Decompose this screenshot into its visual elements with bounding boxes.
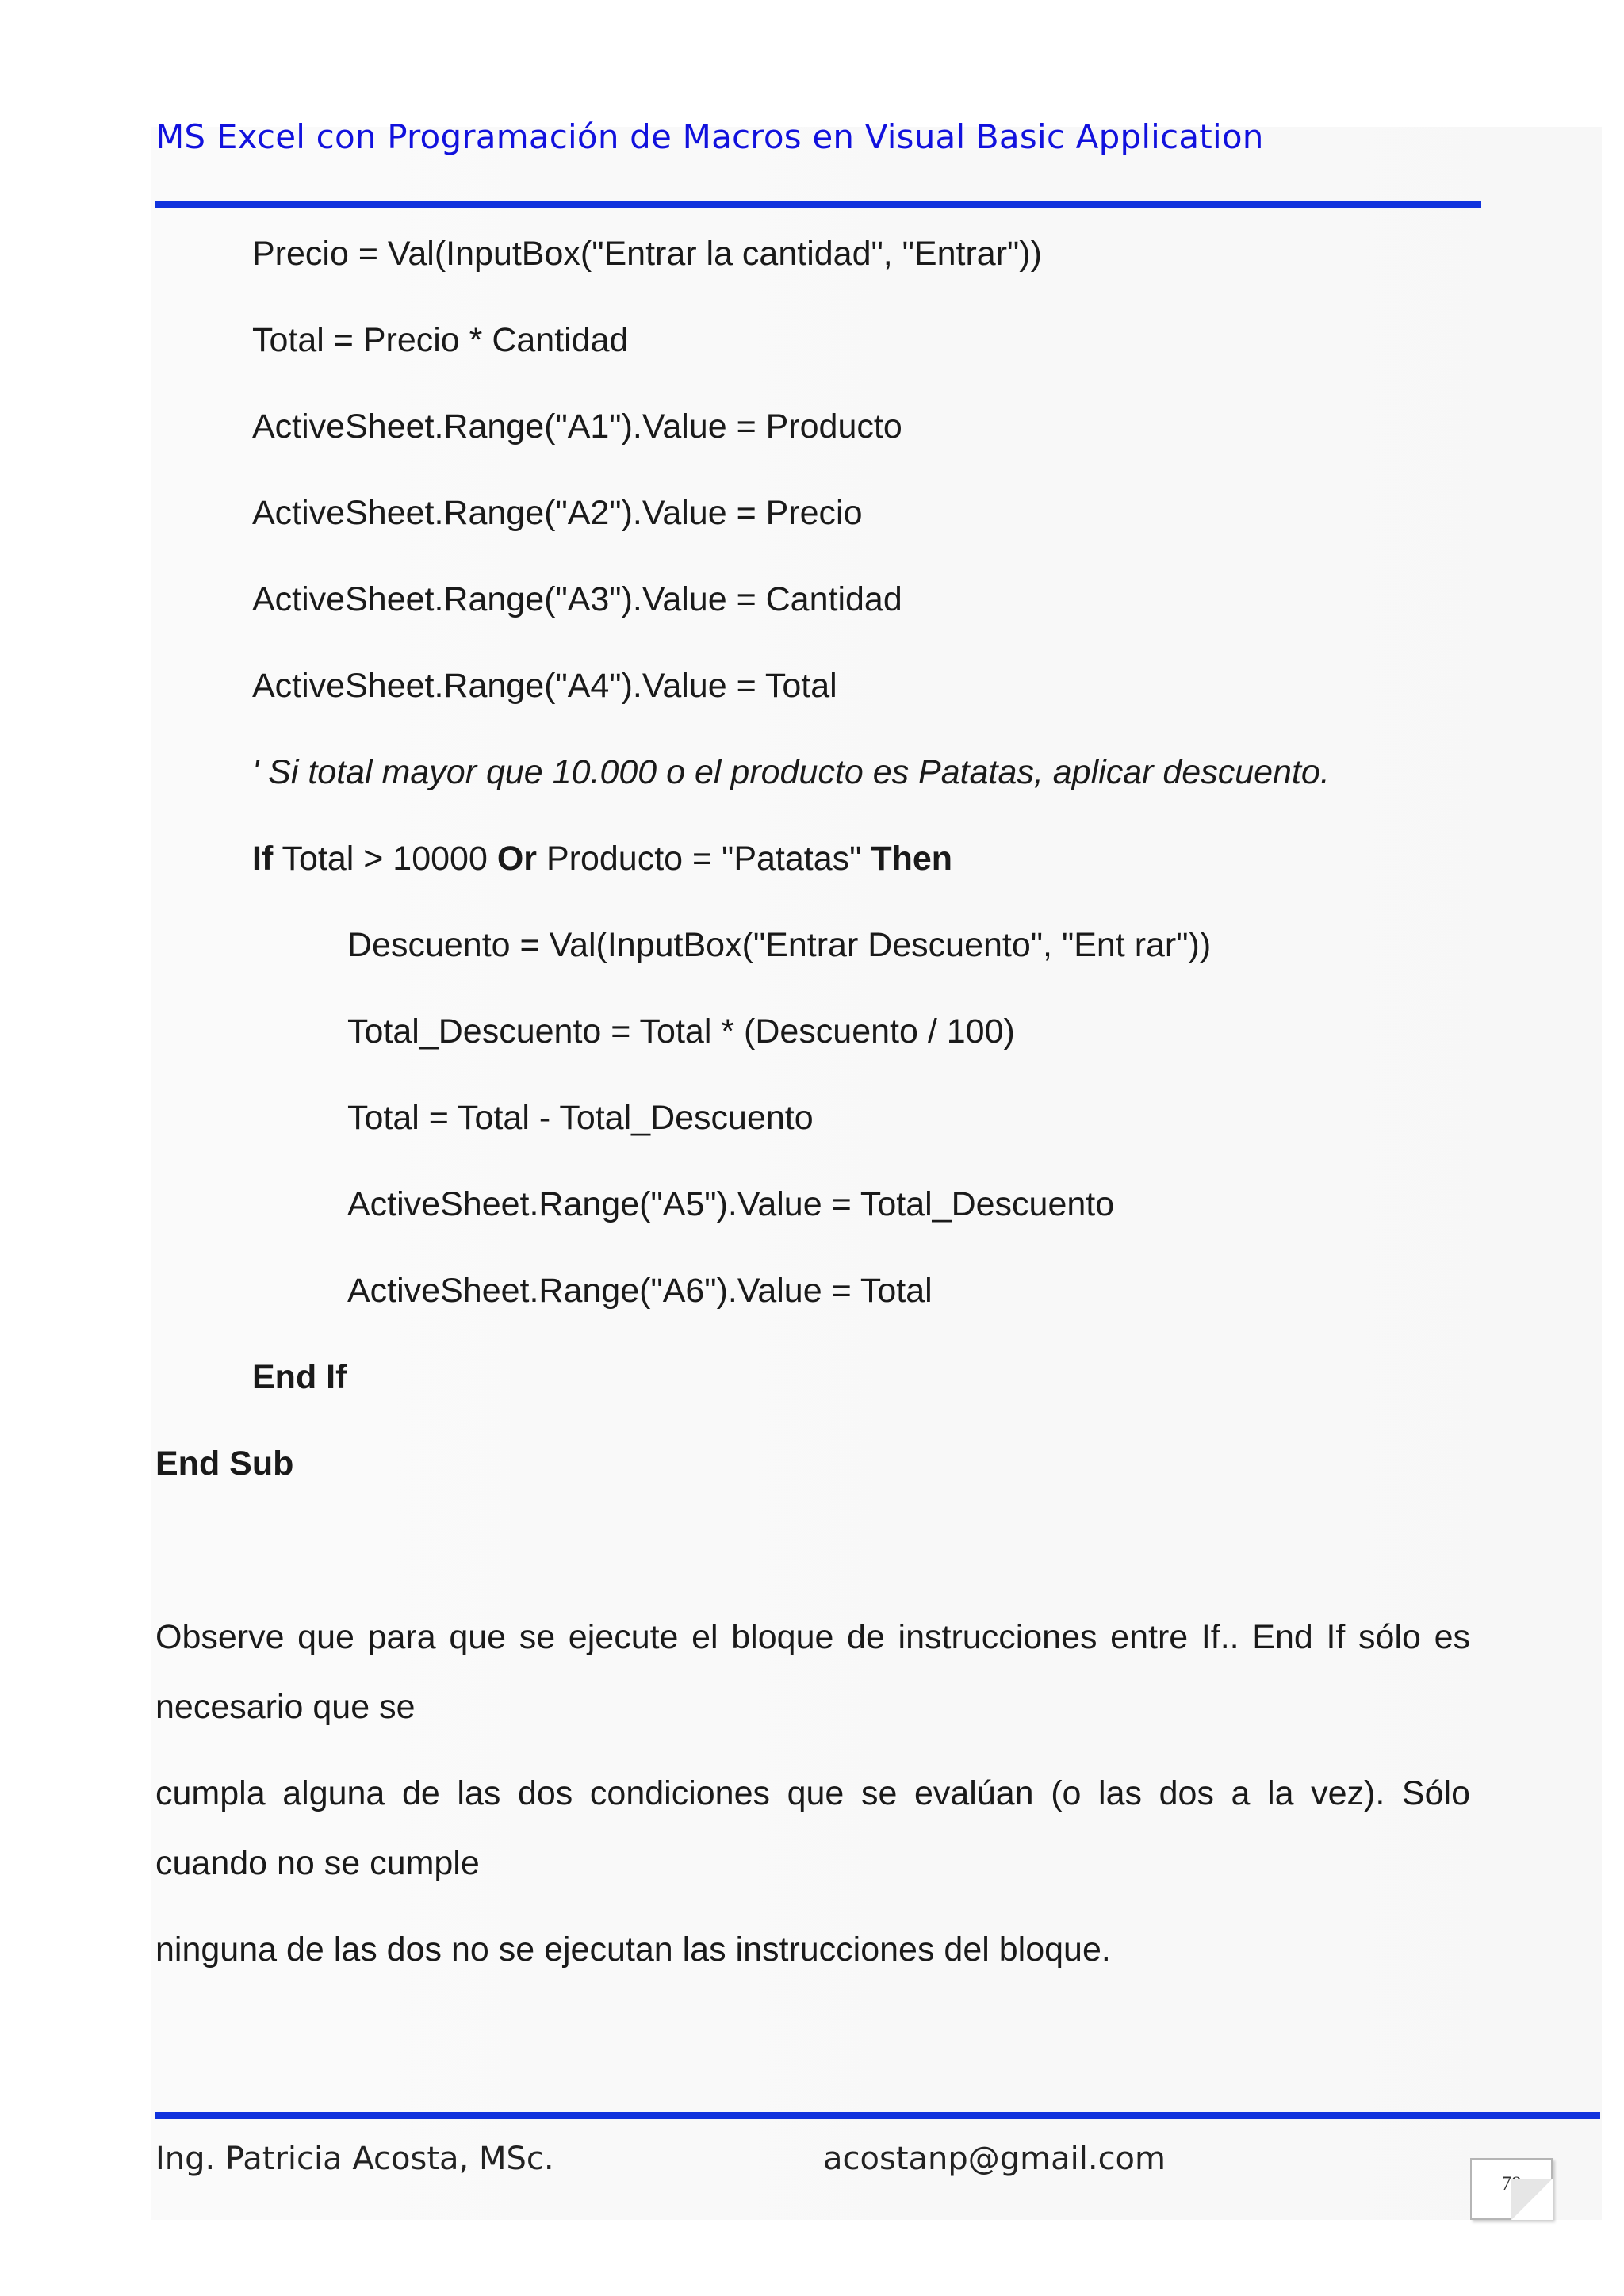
page-number-badge — [1470, 2158, 1553, 2220]
code-line: ActiveSheet.Range("A3").Value = Cantidad — [252, 580, 902, 618]
body-paragraph: cumpla alguna de las dos condiciones que se evalúan (o las dos a la vez). Sólo cuando no se cumple — [155, 1774, 1470, 1882]
end-if-keyword: End If — [252, 1358, 347, 1396]
page-curl-icon — [1511, 2179, 1553, 2220]
keyword-then: Then — [871, 840, 953, 878]
footer-author: Ing. Patricia Acosta, MSc. — [155, 2141, 554, 2177]
code-line: Total = Total - Total_Descuento — [347, 1099, 814, 1137]
code-comment: ' Si total mayor que 10.000 o el producto es Patatas, aplicar descuento. — [252, 753, 1330, 791]
header-title: MS Excel con Programación de Macros en Visual Basic Application — [155, 117, 1264, 156]
code-line: Precio = Val(InputBox("Entrar la cantidad", "Entrar")) — [252, 235, 1042, 273]
code-line: ActiveSheet.Range("A2").Value = Precio — [252, 494, 863, 532]
keyword-if: If — [252, 840, 274, 878]
header-rule — [155, 201, 1481, 208]
body-paragraph: ninguna de las dos no se ejecutan las instrucciones del bloque. — [155, 1931, 1111, 1969]
if-condition-part: Producto = "Patatas" — [537, 840, 871, 878]
code-line: ActiveSheet.Range("A5").Value = Total_Descuento — [347, 1185, 1115, 1223]
if-statement — [252, 840, 952, 878]
footer-email: acostanp@gmail.com — [823, 2141, 1166, 2177]
page-number: 78 — [1501, 2173, 1522, 2195]
code-line: Descuento = Val(InputBox("Entrar Descuento", "Ent rar")) — [347, 926, 1212, 964]
if-condition-part: Total > 10000 — [273, 840, 497, 878]
body-paragraph: Observe que para que se ejecute el bloque de instrucciones entre If.. End If sólo es necesario que se — [155, 1618, 1470, 1726]
footer-rule — [155, 2112, 1600, 2119]
end-sub-keyword: End Sub — [155, 1445, 294, 1483]
code-line: ActiveSheet.Range("A4").Value = Total — [252, 667, 837, 705]
keyword-or: Or — [496, 840, 537, 878]
code-line: Total_Descuento = Total * (Descuento / 100) — [347, 1012, 1015, 1050]
code-line: ActiveSheet.Range("A1").Value = Producto — [252, 408, 902, 446]
code-line: Total = Precio * Cantidad — [252, 321, 629, 359]
code-line: ActiveSheet.Range("A6").Value = Total — [347, 1272, 933, 1310]
